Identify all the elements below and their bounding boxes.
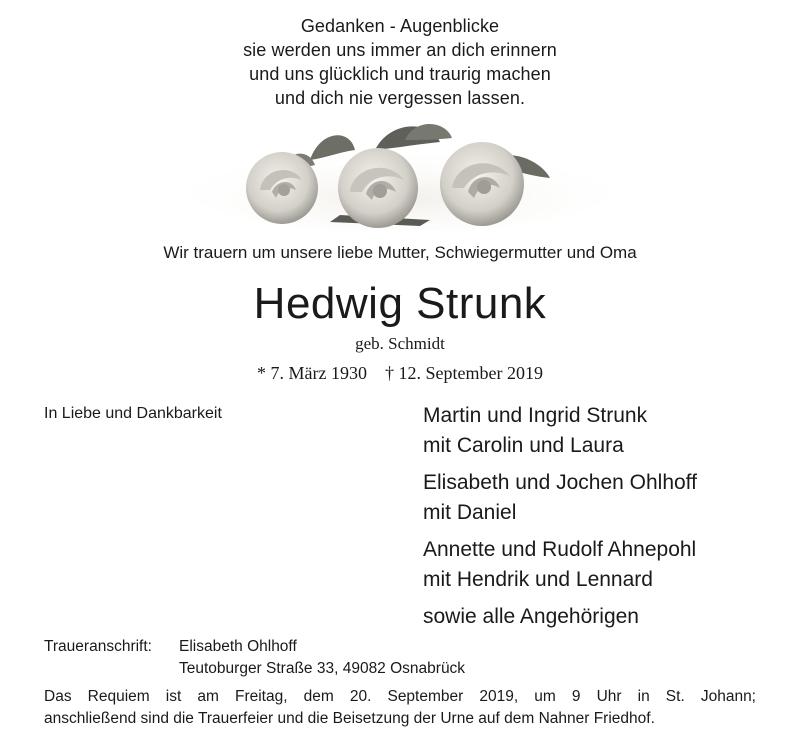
mourning-address — [44, 636, 465, 680]
family-group — [423, 401, 793, 461]
poem-line: sie werden uns immer an dich erinnern — [243, 40, 557, 60]
deceased-name: Hedwig Strunk — [253, 279, 547, 328]
poem-line: und uns glücklich und traurig machen — [249, 64, 551, 84]
family-line: mit Hendrik und Lennard — [423, 568, 653, 591]
requiem-line: Das Requiem ist am Freitag, dem 20. September 2019, um 9 Uhr in St. Johann; — [44, 688, 756, 705]
family-line: Elisabeth und Jochen Ohlhoff — [423, 471, 697, 494]
mourning-line: Wir trauern um unsere liebe Mutter, Schwiegermutter und Oma — [163, 243, 637, 262]
address-street: Teutoburger Straße 33, 49082 Osnabrück — [179, 660, 466, 677]
poem-line: Gedanken - Augenblicke — [300, 16, 500, 36]
birth-date: * 7. März 1930 — [257, 363, 367, 383]
family-line: Martin und Ingrid Strunk — [423, 404, 648, 427]
roses-image — [190, 120, 610, 230]
family-line: mit Daniel — [423, 501, 517, 524]
family-line: sowie alle Angehörigen — [423, 605, 639, 628]
address-name: Elisabeth Ohlhoff — [179, 638, 297, 655]
love-line: In Liebe und Dankbarkeit — [44, 405, 222, 422]
poem-line: und dich nie vergessen lassen. — [274, 88, 526, 108]
family-list — [423, 401, 793, 639]
family-group — [423, 535, 793, 595]
address-label: Traueranschrift: — [44, 638, 152, 655]
poem — [0, 14, 800, 110]
requiem-line: anschließend sind die Trauerfeier und die Beisetzung der Urne auf dem Nahner Friedhof. — [44, 710, 655, 727]
family-group — [423, 468, 793, 528]
family-line: Annette und Rudolf Ahnepohl — [423, 538, 697, 561]
life-dates — [0, 363, 800, 384]
family-group — [423, 602, 793, 632]
family-line: mit Carolin und Laura — [423, 434, 624, 457]
birth-name: geb. Schmidt — [355, 334, 445, 353]
death-date: † 12. September 2019 — [385, 363, 543, 383]
requiem-text — [44, 686, 756, 730]
